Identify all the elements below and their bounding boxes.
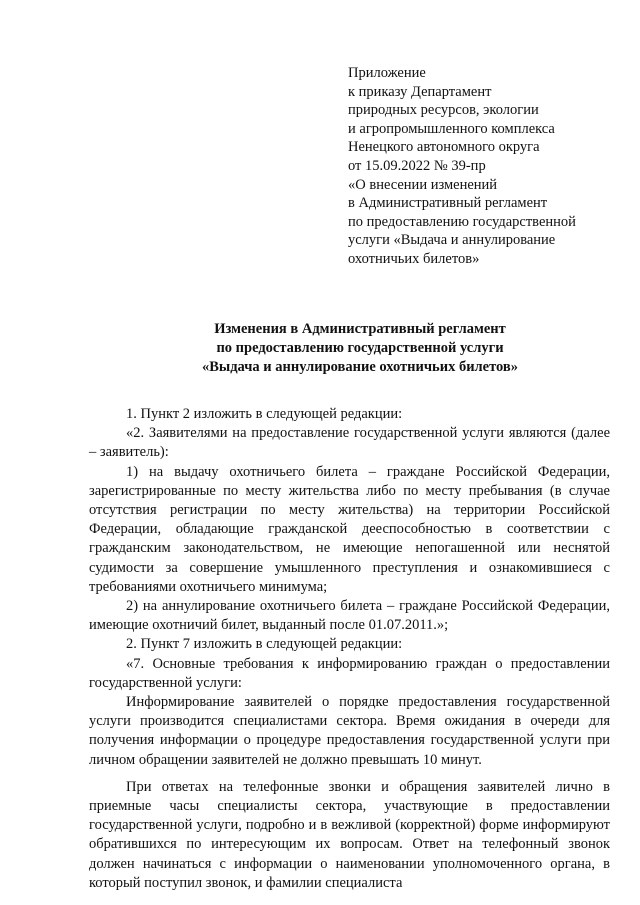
document-body xyxy=(89,405,610,893)
title-line: по предоставлению государственной услуги xyxy=(216,340,504,356)
appendix-line: услуги «Выдача и аннулирование xyxy=(348,232,556,249)
document-title xyxy=(80,320,640,377)
appendix-line: природных ресурсов, экологии xyxy=(348,102,539,119)
appendix-line: в Административный регламент xyxy=(348,195,548,212)
appendix-line: от 15.09.2022 № 39-пр xyxy=(348,157,486,174)
paragraph-applicants: «2. Заявителями на предоставление государственной услуги являются (далее – заявитель): xyxy=(89,425,610,461)
paragraph-cancellation: 2) на аннулирование охотничьего билета – граждане Российской Федерации, имеющие охотничий билет, выданный после 01.07.2011.»; xyxy=(89,598,610,634)
title-line: Изменения в Административный регламент xyxy=(214,321,506,337)
paragraph-issuance: 1) на выдачу охотничьего билета – граждане Российской Федерации, зарегистрированные по месту жительства либо по месту пребывания (в случае отсутствия регистрации по месту жительства) на территории Российской Федерации, обладающие гражданской дееспособностью в соответствии с гражданским законодательством, не имеющие непогашенной или неснятой судимости за совершение умышленного преступления и ознакомившиеся с требованиями охотничьего минимума; xyxy=(89,463,610,595)
appendix-line: охотничьих билетов» xyxy=(348,250,480,267)
appendix-line: и агропромышленного комплекса xyxy=(348,120,555,137)
paragraph-informing: Информирование заявителей о порядке предоставления государственной услуги производится специалистами сектора. Время ожидания в очереди для получения информации о процедуре предоставления государственной услуги при личном обращении заявителей не должно превышать 10 минут. xyxy=(89,694,610,768)
paragraph-item-1-header: 1. Пункт 2 изложить в следующей редакции: xyxy=(126,406,403,422)
appendix-header xyxy=(348,64,618,269)
appendix-line: «О внесении изменений xyxy=(348,176,498,193)
appendix-line: по предоставлению государственной xyxy=(348,213,576,230)
title-line: «Выдача и аннулирование охотничьих билетов» xyxy=(201,359,519,375)
appendix-line: Ненецкого автономного округа xyxy=(348,139,540,156)
appendix-line: Приложение xyxy=(348,65,426,81)
paragraph-requirements: «7. Основные требования к информированию граждан о предоставлении государственной услуги: xyxy=(89,655,610,691)
paragraph-item-7-header: 2. Пункт 7 изложить в следующей редакции: xyxy=(126,636,403,653)
appendix-line: к приказу Департамент xyxy=(348,83,492,100)
paragraph-phone-calls: При ответах на телефонные звонки и обращения заявителей лично в приемные часы специалисты сектора, участвующие в предоставлении государственной услуги, подробно и в вежливой (корректной) форме информируют обратившихся по интересующим их вопросам. Ответ на телефонный звонок должен начинаться с информации о наименовании уполномоченного органа, в который поступил звонок, и фамилии специалиста xyxy=(89,778,610,891)
